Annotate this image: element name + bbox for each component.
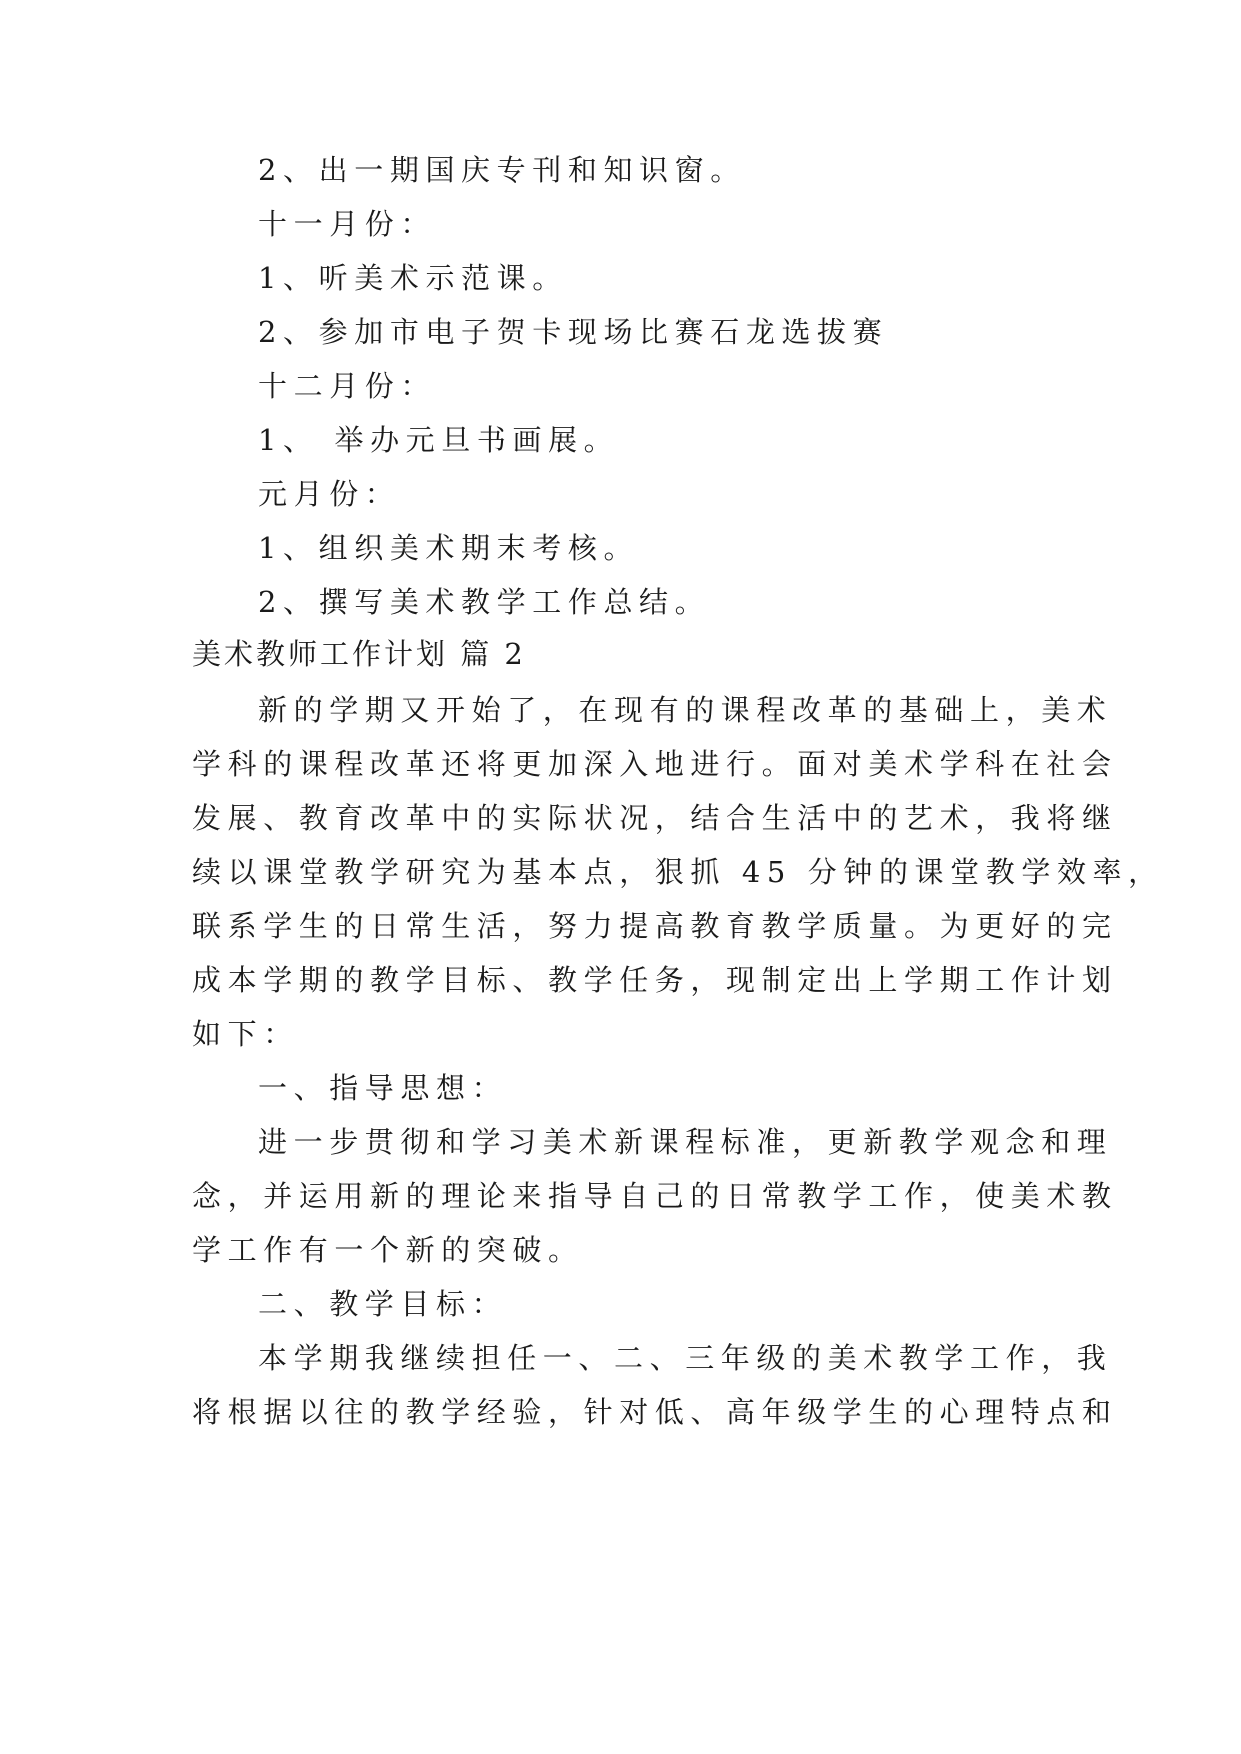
month-heading: 十二月份： bbox=[258, 369, 437, 403]
section-line: 将根据以往的教学经验，针对低、高年级学生的心理特点和 bbox=[192, 1395, 1118, 1429]
intro-line: 续以课堂教学研究为基本点，狠抓 45 分钟的课堂教学效率， bbox=[192, 855, 1164, 889]
intro-line: 联系学生的日常生活，努力提高教育教学质量。为更好的完 bbox=[192, 909, 1118, 943]
section-line: 本学期我继续担任一、二、三年级的美术教学工作，我 bbox=[258, 1341, 1113, 1375]
intro-line: 新的学期又开始了，在现有的课程改革的基础上，美术 bbox=[258, 693, 1113, 727]
month-heading: 元月份： bbox=[258, 477, 401, 511]
list-item: 2、撰写美术教学工作总结。 bbox=[258, 585, 711, 619]
section-line: 进一步贯彻和学习美术新课程标准，更新教学观念和理 bbox=[258, 1125, 1113, 1159]
list-item: 1、组织美术期末考核。 bbox=[258, 531, 640, 565]
section-heading-guiding-ideology: 一、指导思想： bbox=[258, 1071, 508, 1105]
list-item: 2、参加市电子贺卡现场比赛石龙选拔赛 bbox=[258, 315, 889, 349]
list-item: 1、 举办元旦书画展。 bbox=[258, 423, 620, 457]
section-heading-teaching-goals: 二、教学目标： bbox=[258, 1287, 508, 1321]
list-item: 1、听美术示范课。 bbox=[258, 261, 568, 295]
intro-line: 如下： bbox=[192, 1017, 299, 1051]
section-line: 学工作有一个新的突破。 bbox=[192, 1233, 584, 1267]
section-line: 念，并运用新的理论来指导自己的日常教学工作，使美术教 bbox=[192, 1179, 1118, 1213]
intro-line: 发展、教育改革中的实际状况，结合生活中的艺术，我将继 bbox=[192, 801, 1118, 835]
intro-line: 学科的课程改革还将更加深入地进行。面对美术学科在社会 bbox=[192, 747, 1118, 781]
list-item: 2、出一期国庆专刊和知识窗。 bbox=[258, 153, 746, 187]
month-heading: 十一月份： bbox=[258, 207, 437, 241]
intro-line: 成本学期的教学目标、教学任务，现制定出上学期工作计划 bbox=[192, 963, 1118, 997]
article-title: 美术教师工作计划 篇 2 bbox=[192, 637, 526, 671]
